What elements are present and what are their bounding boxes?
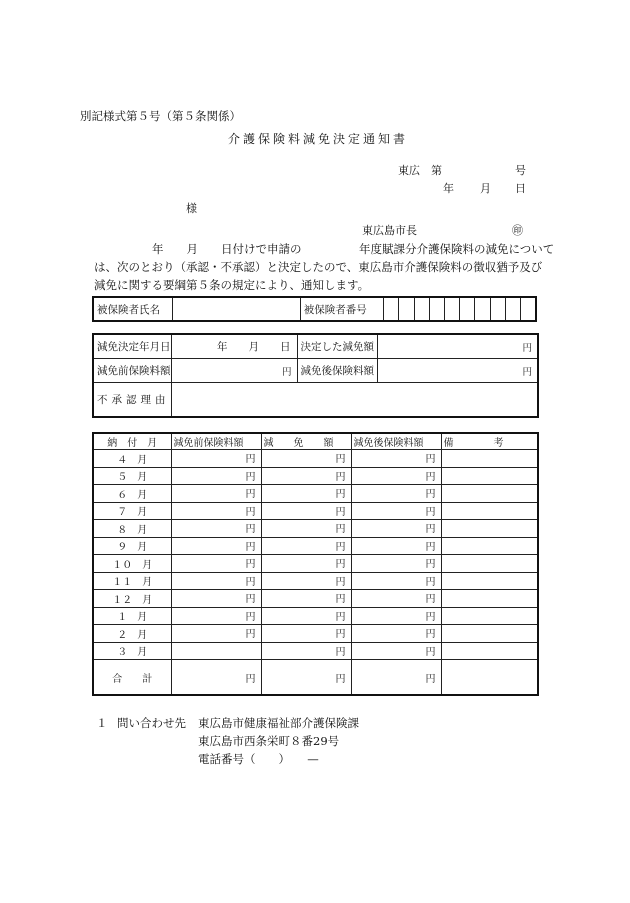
reduction-amount-cell[interactable]: 円 [261, 450, 351, 468]
insured-number-digit[interactable] [384, 297, 399, 321]
reduction-amount-cell[interactable]: 円 [261, 485, 351, 503]
before-amount-cell[interactable]: 円 [171, 537, 261, 555]
issuer-name: 東広島市長 [362, 224, 417, 237]
after-amount-cell[interactable]: 円 [351, 625, 441, 643]
month-label: ３ 月 [93, 642, 171, 660]
department-address: 東広島市西条栄町８番29号 [198, 734, 340, 748]
remarks-cell[interactable] [441, 450, 538, 468]
reduction-amount-cell[interactable]: 円 [261, 642, 351, 660]
before-amount-cell[interactable]: 円 [171, 485, 261, 503]
remarks-cell[interactable] [441, 572, 538, 590]
month-label: １ 月 [93, 607, 171, 625]
remarks-cell[interactable] [441, 467, 538, 485]
insured-number-digit[interactable] [414, 297, 429, 321]
remarks-cell[interactable] [441, 537, 538, 555]
notice-line-3: 減免に関する要綱第５条の規定により、通知します。 [94, 278, 370, 292]
month-label: ９ 月 [93, 537, 171, 555]
after-amount-cell[interactable]: 円 [351, 502, 441, 520]
decision-date-field[interactable]: 年 月 日 [171, 334, 297, 359]
before-amount-cell[interactable]: 円 [171, 590, 261, 608]
remarks-cell[interactable] [441, 590, 538, 608]
insured-number-digit[interactable] [429, 297, 444, 321]
remarks-cell[interactable] [441, 502, 538, 520]
after-amount-cell[interactable]: 円 [351, 590, 441, 608]
remarks-cell[interactable] [441, 520, 538, 538]
rejection-reason-field[interactable] [171, 383, 538, 418]
before-amount-cell[interactable]: 円 [171, 467, 261, 485]
table-row [93, 572, 538, 590]
reduction-amount-cell[interactable]: 円 [261, 590, 351, 608]
insured-number-digit[interactable] [490, 297, 505, 321]
inquiry-label: 問い合わせ先 [117, 716, 186, 730]
after-amount-label: 減免後保険料額 [297, 359, 377, 383]
date-day: 日 [515, 182, 526, 195]
decided-amount-field[interactable]: 円 [377, 334, 538, 359]
header-remarks: 備 考 [441, 433, 538, 450]
payment-schedule-table [92, 432, 539, 696]
decided-amount-label: 決定した減免額 [297, 334, 377, 359]
before-amount-cell[interactable]: 円 [171, 607, 261, 625]
month-label: ５ 月 [93, 467, 171, 485]
table-row [93, 642, 538, 660]
seal-mark: ㊞ [512, 224, 523, 237]
before-amount-label: 減免前保険料額 [93, 359, 171, 383]
month-label: １１ 月 [93, 572, 171, 590]
total-reduction-amount[interactable]: 円 [261, 660, 351, 696]
date-month: 月 [480, 182, 491, 195]
footer-number: １ [96, 716, 108, 730]
insured-table [92, 296, 537, 322]
remarks-cell[interactable] [441, 625, 538, 643]
insured-number-digit[interactable] [521, 297, 536, 321]
after-amount-cell[interactable]: 円 [351, 555, 441, 573]
form-number: 別記様式第５号（第５条関係） [80, 109, 241, 123]
table-row [93, 607, 538, 625]
decision-date-label: 減免決定年月日 [93, 334, 171, 359]
header-payment-month: 納 付 月 [93, 433, 171, 450]
month-label: ７ 月 [93, 502, 171, 520]
header-before-amount: 減免前保険料額 [171, 433, 261, 450]
table-row [93, 520, 538, 538]
total-label: 合 計 [93, 660, 171, 696]
after-amount-field[interactable]: 円 [377, 359, 538, 383]
reduction-amount-cell[interactable]: 円 [261, 502, 351, 520]
reduction-amount-cell[interactable]: 円 [261, 555, 351, 573]
insured-number-digit[interactable] [399, 297, 414, 321]
after-amount-cell[interactable]: 円 [351, 485, 441, 503]
rejection-reason-label: 不承認理由 [93, 383, 171, 418]
before-amount-cell[interactable]: 円 [171, 520, 261, 538]
notice-line-2: は、次のとおり（承認・不承認）と決定したので、東広島市介護保険料の徴収猶予及び [94, 260, 543, 274]
table-row [93, 502, 538, 520]
before-amount-cell[interactable]: 円 [171, 555, 261, 573]
month-label: １２ 月 [93, 590, 171, 608]
before-amount-field[interactable]: 円 [171, 359, 297, 383]
table-row [93, 555, 538, 573]
after-amount-cell[interactable]: 円 [351, 450, 441, 468]
before-amount-cell[interactable] [171, 642, 261, 660]
total-before-amount[interactable]: 円 [171, 660, 261, 696]
month-label: ４ 月 [93, 450, 171, 468]
doc-number-suffix: 号 [515, 164, 526, 177]
insured-number-label: 被保険者番号 [300, 297, 383, 321]
header-after-amount: 減免後保険料額 [351, 433, 441, 450]
reduction-amount-cell[interactable]: 円 [261, 467, 351, 485]
insured-name-label: 被保険者氏名 [93, 297, 172, 321]
doc-number-prefix: 東広 第 [398, 164, 442, 177]
table-row [93, 590, 538, 608]
table-row [93, 485, 538, 503]
insured-number-digit[interactable] [445, 297, 460, 321]
insured-number-digit[interactable] [505, 297, 520, 321]
department-phone: 電話番号（ ） — [198, 752, 319, 766]
before-amount-cell[interactable]: 円 [171, 450, 261, 468]
after-amount-cell[interactable]: 円 [351, 607, 441, 625]
month-label: ６ 月 [93, 485, 171, 503]
table-row [93, 537, 538, 555]
reduction-amount-cell[interactable]: 円 [261, 625, 351, 643]
insured-name-field[interactable] [172, 297, 300, 321]
insured-number-digit[interactable] [460, 297, 475, 321]
table-row [93, 625, 538, 643]
after-amount-cell[interactable]: 円 [351, 467, 441, 485]
table-row [93, 450, 538, 468]
insured-number-digit[interactable] [475, 297, 490, 321]
after-amount-cell[interactable]: 円 [351, 520, 441, 538]
remarks-cell[interactable] [441, 555, 538, 573]
after-amount-cell[interactable]: 円 [351, 572, 441, 590]
header-reduction-amount: 減 免 額 [261, 433, 351, 450]
month-label: ８ 月 [93, 520, 171, 538]
before-amount-cell[interactable]: 円 [171, 572, 261, 590]
addressee-suffix: 様 [186, 202, 197, 215]
notice-body [94, 240, 554, 294]
remarks-cell[interactable] [441, 642, 538, 660]
department-name: 東広島市健康福祉部介護保険課 [198, 716, 359, 730]
total-remarks[interactable] [441, 660, 538, 696]
total-after-amount[interactable]: 円 [351, 660, 441, 696]
decision-table [92, 333, 539, 418]
document-title: 介護保険料減免決定通知書 [228, 132, 409, 146]
table-row [93, 467, 538, 485]
date-year: 年 [443, 182, 454, 195]
before-amount-cell[interactable]: 円 [171, 625, 261, 643]
notice-line-1: 年 月 日付けで申請の 年度賦課分介護保険料の減免について [152, 242, 555, 256]
remarks-cell[interactable] [441, 607, 538, 625]
total-row [93, 660, 538, 696]
remarks-cell[interactable] [441, 485, 538, 503]
after-amount-cell[interactable]: 円 [351, 537, 441, 555]
month-label: １０ 月 [93, 555, 171, 573]
reduction-amount-cell[interactable]: 円 [261, 572, 351, 590]
before-amount-cell[interactable]: 円 [171, 502, 261, 520]
reduction-amount-cell[interactable]: 円 [261, 607, 351, 625]
month-label: ２ 月 [93, 625, 171, 643]
reduction-amount-cell[interactable]: 円 [261, 537, 351, 555]
after-amount-cell[interactable]: 円 [351, 642, 441, 660]
reduction-amount-cell[interactable]: 円 [261, 520, 351, 538]
